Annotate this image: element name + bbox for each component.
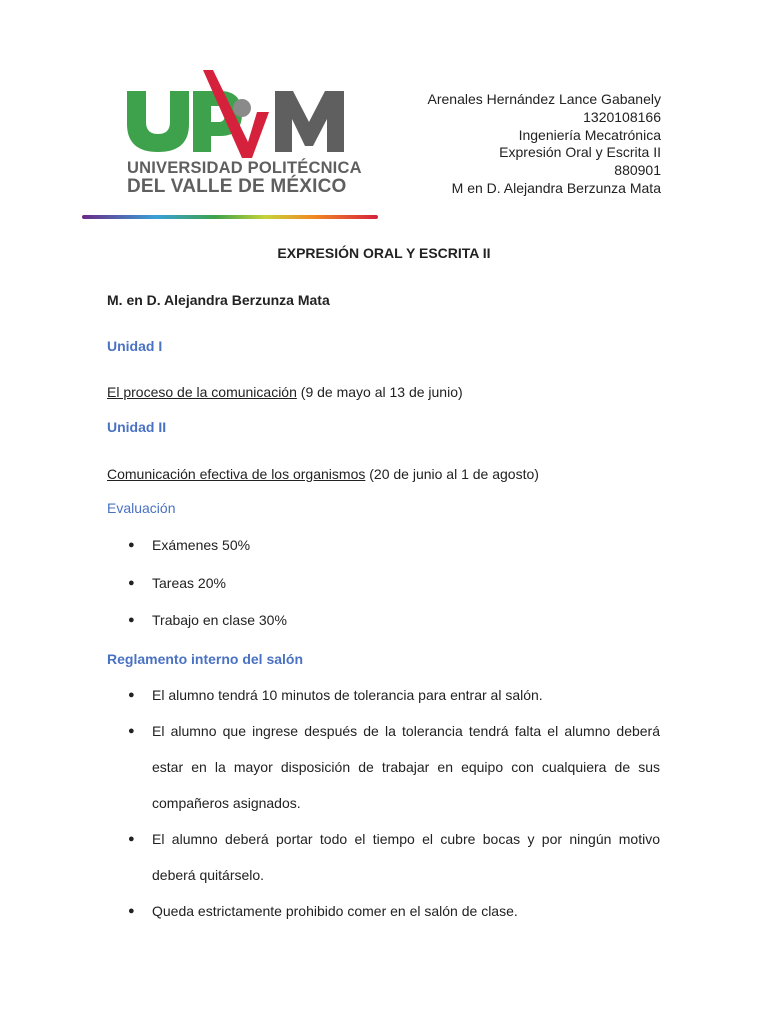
evaluation-item: Exámenes 50% [152, 537, 251, 553]
rule-item: El alumno tendrá 10 minutos de tolerancia para entrar al salón. [152, 687, 543, 703]
rule-item: El alumno deberá portar todo el tiempo el cubre bocas y por ningún motivo deberá quitárselo. [152, 831, 660, 883]
unit2-dates: (20 de junio al 1 de agosto) [365, 466, 539, 482]
list-item [107, 527, 660, 565]
logo-name-line1: UNIVERSIDAD POLITÉCNICA [127, 159, 362, 177]
teacher-heading: M. en D. Alejandra Berzunza Mata [107, 292, 330, 308]
list-item [107, 677, 660, 713]
teacher-name: M en D. Alejandra Berzunza Mata [451, 179, 661, 196]
rule-item: Queda estrictamente prohibido comer en el salón de clase. [152, 903, 518, 919]
upvm-logo-mark [82, 64, 378, 224]
rules-heading: Reglamento interno del salón [107, 651, 304, 667]
group-number: 880901 [614, 162, 661, 179]
logo-name-line2: DEL VALLE DE MÉXICO [127, 176, 347, 197]
unit1-topic: El proceso de la comunicación [107, 384, 297, 400]
student-id: 1320108166 [583, 108, 661, 125]
bullet-icon: ● [128, 689, 135, 701]
unit2-topic: Comunicación efectiva de los organismos [107, 466, 366, 482]
evaluation-list [107, 527, 660, 640]
unit1-topic-line [107, 384, 463, 400]
list-item [107, 602, 660, 640]
bullet-icon: ● [128, 833, 135, 845]
evaluation-item: Trabajo en clase 30% [152, 612, 287, 628]
document-title: EXPRESIÓN ORAL Y ESCRITA II [277, 245, 491, 261]
bullet-icon: ● [128, 614, 135, 626]
unit1-heading: Unidad I [107, 338, 163, 354]
rules-list [107, 677, 660, 929]
bullet-icon: ● [128, 539, 135, 551]
university-logo [82, 64, 378, 224]
bullet-icon: ● [128, 905, 135, 917]
unit1-dates: (9 de mayo al 13 de junio) [296, 384, 463, 400]
bullet-icon: ● [128, 576, 135, 589]
unit2-heading: Unidad II [107, 419, 167, 435]
list-item [107, 893, 660, 929]
student-name: Arenales Hernández Lance Gabanely [427, 91, 661, 107]
unit2-topic-line [107, 466, 539, 482]
list-item [107, 821, 660, 893]
rule-item: El alumno que ingrese después de la tolerancia tendrá falta el alumno deberá estar en la mayor disposición de trabajar en equipo con cualquiera de sus compañeros asignados. [152, 723, 660, 811]
career: Ingeniería Mecatrónica [518, 126, 661, 143]
course-name: Expresión Oral y Escrita II [499, 144, 661, 161]
evaluation-heading: Evaluación [107, 500, 176, 516]
list-item [107, 713, 660, 821]
bullet-icon: ● [128, 725, 135, 737]
student-info-block [428, 91, 662, 198]
evaluation-item: Tareas 20% [152, 574, 226, 591]
list-item [107, 565, 660, 603]
